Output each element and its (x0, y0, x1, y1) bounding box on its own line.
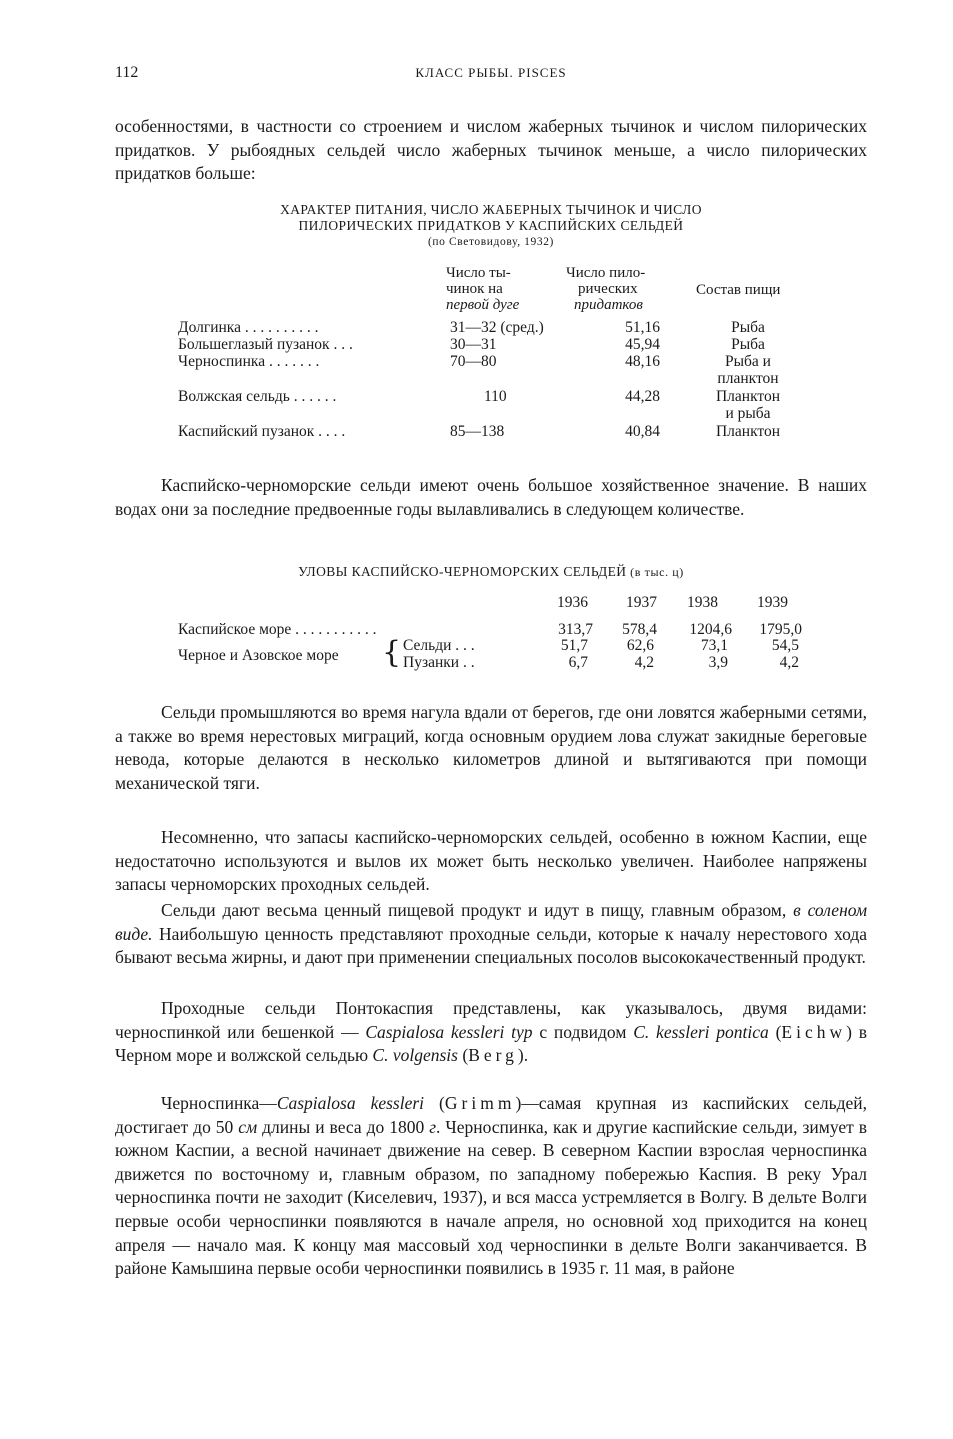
table2-value: 54,5 (771, 637, 799, 654)
table2-row-herring-label: Сельди . . . (403, 637, 475, 654)
species-name: Caspialosa kessleri (276, 1093, 425, 1113)
table2-value: 6,7 (568, 654, 588, 671)
col-gill-line1: Число ты- (446, 265, 511, 281)
table1-row-name: Большеглазый пузанок . . . (178, 336, 353, 353)
food-text-2: Наибольшую ценность представляют проходные сельди, которые к началу нерестового хода бывают весьма жирны, и дают при применении специальных посолов высококачественный продукт. (115, 923, 867, 968)
table2-value: 62,6 (626, 637, 654, 654)
ch-text: . Черноспинка, как и другие каспийские сельди, зимует в южном Каспии, а весной начинает движение на север. В северном Каспии взрослая черноспинка движется по восточному и, главным образом, по западному побережью Каспия. В реку Урал черноспинка почти не заходит (Киселевич, 1937), и вся масса устремляется в Волгу. В дельте Волги первые особи черноспинки появляются в начале апреля, но основной ход приходится на конец апреля — начало мая. К концу мая массовый ход черноспинки в дельте Волги заканчивается. В районе Камышина первые особи черноспинки появились в 1935 г. 11 мая, в районе (115, 1116, 867, 1279)
table1-row-gill: 85—138 (450, 423, 505, 440)
author-name: Berg (468, 1045, 518, 1066)
table1-row-name: Черноспинка . . . . . . . (178, 353, 320, 370)
col-gill-line3: первой дуге (446, 297, 520, 313)
table1-row-name: Волжская сельдь . . . . . . (178, 388, 337, 405)
table1-row-food: Планктон (715, 388, 781, 405)
table2-value: 73,1 (700, 637, 728, 654)
author-name: Grimm (444, 1093, 516, 1113)
table2-value: 3,9 (708, 654, 728, 671)
table1-row-pylor: 40,84 (625, 423, 660, 440)
col-pylor-line1: Число пило- (566, 265, 646, 281)
table1-row-food-cont: и рыба (725, 405, 771, 422)
table1-col-gill-header (446, 265, 519, 313)
table1-row-gill: 30—31 (450, 336, 497, 353)
pc-text: ( (768, 1021, 782, 1042)
table2-value: 51,7 (560, 637, 588, 654)
col-pylor-line3: придатков (574, 297, 643, 313)
unit-cm: см (238, 1116, 258, 1137)
col-gill-line2: чинок на (446, 281, 503, 297)
table1-row-gill: 70—80 (450, 353, 497, 370)
author-name: Eichw (781, 1021, 847, 1042)
table2-value: 4,2 (779, 654, 799, 671)
intro-paragraph: особенностями, в частности со строением и числом жаберных тычинок и числом пилорических придатков. У рыбоядных сельдей число жаберных тычинок меньше, а число пилорических придатков больше: (115, 116, 867, 184)
table2-title (115, 564, 867, 580)
table2-unit: (в тыс. ц) (630, 565, 684, 579)
food-italic: в соленом виде. (115, 900, 867, 944)
table2-value: 1204,6 (689, 621, 732, 638)
table1-col-food-header: Состав пищи (696, 282, 781, 298)
brace-glyph: { (382, 635, 402, 670)
table1-row-pylor: 45,94 (625, 336, 660, 353)
table1-row-food: Рыба и (725, 353, 771, 370)
table2-year: 1939 (757, 594, 788, 611)
table1-row-gill: 31—32 (сред.) (450, 319, 544, 336)
paragraph-fishing: Сельди промышляются во время нагула вдали от берегов, где они ловятся жаберными сетями, а также во время нерестовых миграций, когда основным орудием лова служат закидные береговые невода, которые делаются в несколько километров длиной и вытягиваются при помощи механической тяги. (115, 702, 867, 793)
table1-source: (по Световидову, 1932) (428, 236, 554, 248)
col-pylor-line2: рических (578, 281, 638, 297)
table1-row-pylor: 44,28 (625, 388, 660, 405)
paragraph-stocks: Несомненно, что запасы каспийско-черноморских сельдей, особенно в южном Каспии, еще недостаточно используются и вылов их может быть несколько увеличен. Наиболее напряжены запасы черноморских проходных сельдей. (115, 827, 867, 895)
table2-year: 1936 (557, 594, 588, 611)
pc-text: ( (457, 1045, 469, 1066)
table1-row-name: Каспийский пузанок . . . . (178, 423, 346, 440)
table2-year: 1938 (687, 594, 718, 611)
table2-row-puzanki-label: Пузанки . . (403, 654, 475, 671)
paragraph-food (115, 899, 867, 970)
table1-title-line1: ХАРАКТЕР ПИТАНИЯ, ЧИСЛО ЖАБЕРНЫХ ТЫЧИНОК И ЧИСЛО (280, 202, 702, 217)
table1-title (115, 202, 867, 250)
page-number: 112 (115, 64, 139, 81)
table1-row-food: Рыба (731, 319, 765, 336)
page-header (115, 64, 867, 86)
ch-text: Черноспинка— (161, 1093, 277, 1113)
table2-value: 1795,0 (759, 621, 802, 638)
paragraph-chernospinka (115, 1092, 867, 1281)
table1-row-food-cont: планктон (717, 370, 779, 387)
pc-text: ). (517, 1045, 529, 1066)
table1-row-name: Долгинка . . . . . . . . . . (178, 319, 319, 336)
food-text-1: Сельди дают весьма ценный пищевой продукт и идут в пищу, главным образом, (161, 900, 794, 920)
subspecies-name: C. kessleri pontica (633, 1021, 769, 1042)
pc-text: ) в Черном море и волжской сельдью (115, 1021, 868, 1066)
table2-value: 578,4 (622, 621, 657, 638)
table2-value: 4,2 (634, 654, 654, 671)
table2-row-caspian-label: Каспийское море . . . . . . . . . . . (178, 621, 377, 638)
table1-row-food: Планктон (715, 423, 781, 440)
ch-text: )—самая крупная из каспийских сельдей, достигает до 50 (115, 1093, 867, 1137)
unit-g: г (429, 1116, 437, 1137)
table2-title-text: УЛОВЫ КАСПИЙСКО-ЧЕРНОМОРСКИХ СЕЛЬДЕЙ (298, 564, 627, 579)
ch-text: длины и веса до 1800 (257, 1116, 430, 1137)
ch-text: ( (424, 1093, 445, 1113)
table1-row-food: Рыба (731, 336, 765, 353)
running-head: КЛАСС РЫБЫ. PISCES (415, 65, 567, 80)
paragraph-pontocaspian (115, 997, 867, 1068)
paragraph-economic: Каспийско-черноморские сельди имеют очень большое хозяйственное значение. В наших водах они за последние предвоенные годы вылавливались в следующем количестве. (115, 475, 867, 519)
table2-year: 1937 (626, 594, 657, 611)
table1-row-gill: 110 (484, 388, 507, 405)
species-name: C. volgensis (372, 1045, 458, 1066)
table1-col-pylor-header (566, 265, 645, 313)
pc-text: с подвидом (532, 1021, 634, 1042)
table2-group-label: Черное и Азовское море (178, 647, 339, 664)
table1-row-pylor: 51,16 (625, 319, 660, 336)
pc-text: Проходные сельди Понтокаспия представлены, как указывалось, двумя видами: черноспинкой или бешенкой — (115, 998, 867, 1042)
species-name: Caspialosa kessleri typ (365, 1021, 533, 1042)
table1-row-pylor: 48,16 (625, 353, 660, 370)
table1-title-line2: ПИЛОРИЧЕСКИХ ПРИДАТКОВ У КАСПИЙСКИХ СЕЛЬДЕЙ (298, 218, 684, 233)
table2-value: 313,7 (558, 621, 593, 638)
